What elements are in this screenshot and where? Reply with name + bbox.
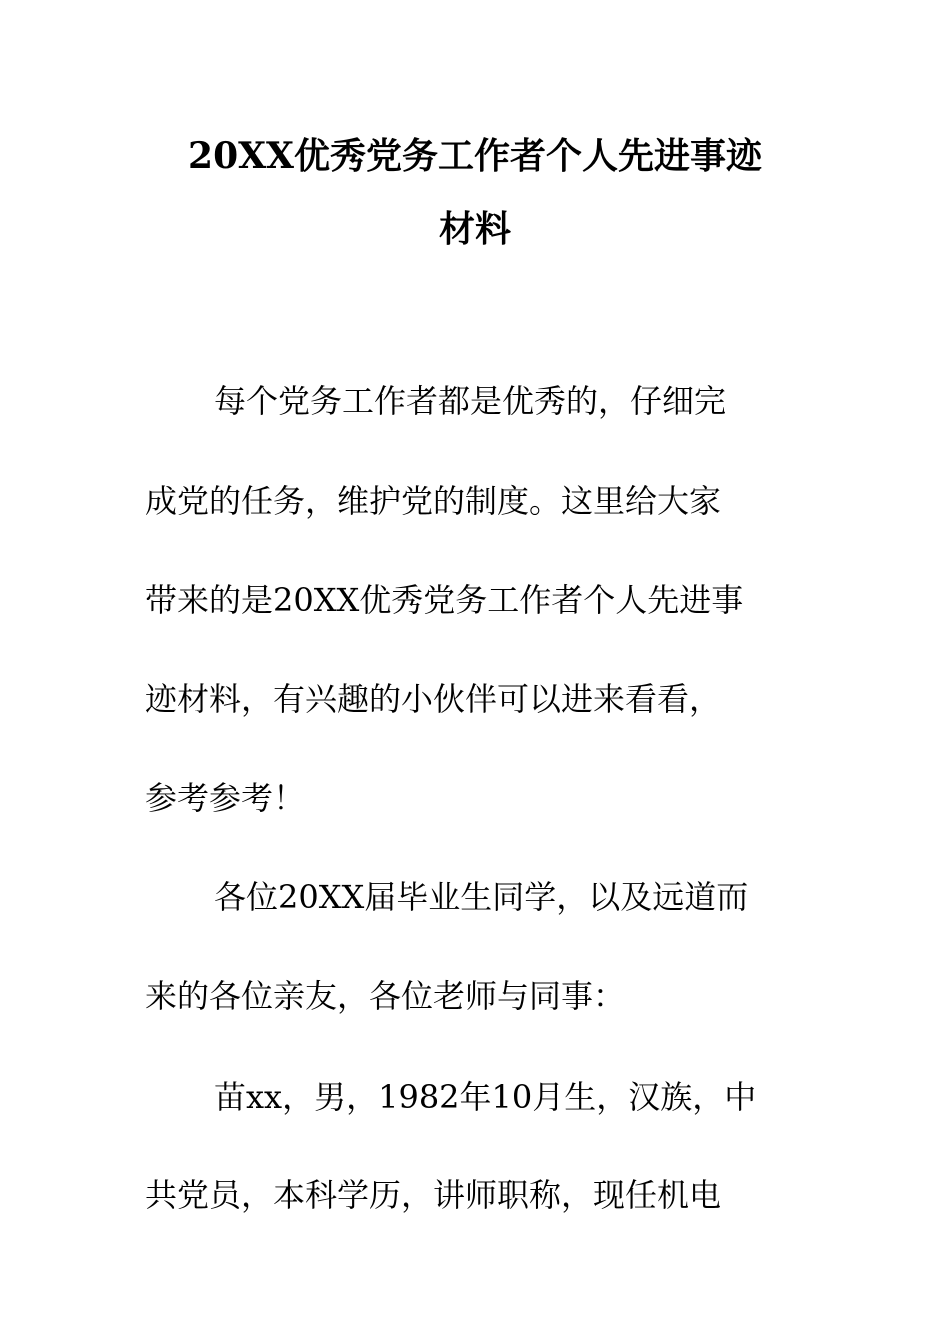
paragraph-line: 共党员，本科学历，讲师职称，现任机电 xyxy=(145,1176,722,1214)
paragraph-line: 来的各位亲友，各位老师与同事： xyxy=(145,977,626,1015)
paragraph-line: 每个党务工作者都是优秀的，仔细完 xyxy=(214,382,727,420)
document-title-line-1: 20XX优秀党务工作者个人先进事迹 xyxy=(188,135,762,177)
paragraph-line: 成党的任务，维护党的制度。这里给大家 xyxy=(145,482,722,520)
paragraph-line: 苗xx，男，1982年10月生，汉族，中 xyxy=(214,1078,757,1116)
paragraph-line: 带来的是20XX优秀党务工作者个人先进事 xyxy=(145,581,744,619)
paragraph-line: 迹材料，有兴趣的小伙伴可以进来看看， xyxy=(145,680,722,718)
paragraph-line: 各位20XX届毕业生同学，以及远道而 xyxy=(214,878,749,916)
paragraph-line: 参考参考！ xyxy=(145,779,306,817)
document-title-line-2: 材料 xyxy=(438,208,511,250)
